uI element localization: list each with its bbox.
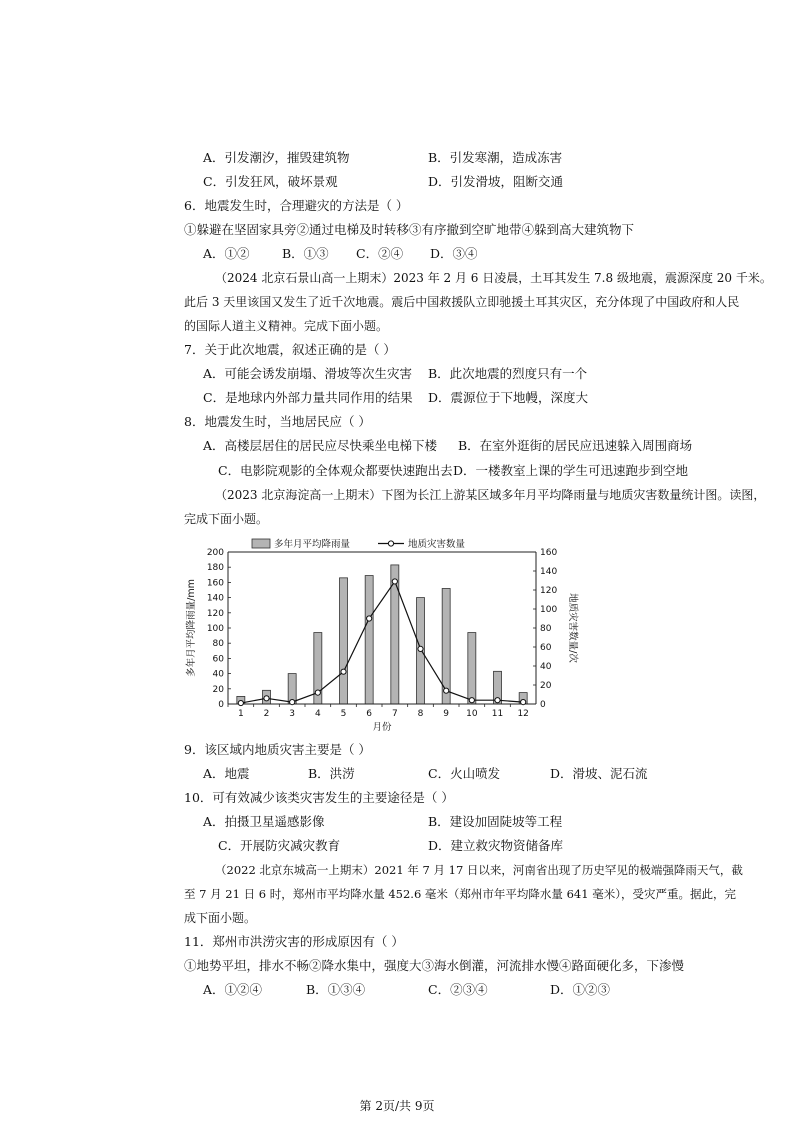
q6-option-b: B．①③ (282, 246, 329, 261)
y-tick-label-right: 100 (540, 605, 558, 615)
disaster-count-point (367, 616, 372, 621)
x-tick-label: 11 (491, 709, 504, 719)
y-tick-label-right: 40 (540, 662, 552, 672)
x-tick-label: 3 (289, 709, 296, 719)
q11-option-d: D．①②③ (550, 982, 611, 997)
q11-stem: 11．郑州市洪涝灾害的形成原因有（ ） (184, 934, 404, 949)
q9-option-b: B．洪涝 (308, 766, 355, 781)
x-tick-label: 4 (314, 709, 321, 719)
passage3-line2: 至 7 月 21 日 6 时，郑州市平均降水量 452.6 毫米（郑州市年平均降水量 641 毫米），受灾严重。据此，完 (184, 887, 736, 901)
y-tick-label-left: 40 (212, 669, 224, 680)
disaster-count-point (444, 688, 449, 693)
y-axis-label-right: 地质灾害数量/次 (567, 593, 578, 663)
chart-bar (340, 578, 348, 704)
y-tick-label-left: 120 (206, 608, 224, 619)
disaster-count-point (238, 700, 243, 705)
q5-option-c: C．引发狂风，破坏景观 (203, 174, 338, 189)
q8-option-a: A．高楼层居住的居民应尽快乘坐电梯下楼 (203, 438, 438, 453)
y-tick-label-left: 180 (206, 563, 224, 574)
q6-option-d: D．③④ (430, 246, 478, 261)
passage1-line1: （2024 北京石景山高一上期末）2023 年 2 月 6 日凌晨，土耳其发生 7.8 级地震，震源深度 20 千米。 (215, 271, 772, 285)
q10-option-c: C．开展防灾减灾教育 (218, 838, 341, 853)
passage1-line3: 的国际人道主义精神。完成下面小题。 (184, 319, 389, 333)
passage3-line1: （2022 北京东城高一上期末）2021 年 7 月 17 日以来，河南省出现了历史罕见的极端强降雨天气，截 (215, 863, 743, 877)
legend-line-label: 地质灾害数量 (408, 539, 466, 550)
disaster-count-point (495, 698, 500, 703)
y-tick-label-left: 140 (206, 593, 224, 604)
q11-option-c: C．②③④ (428, 982, 488, 997)
q10-stem: 10．可有效减少该类灾害发生的主要途径是（ ） (184, 790, 454, 805)
legend-line-marker (388, 541, 393, 546)
disaster-count-line (241, 581, 523, 703)
x-tick-label: 5 (340, 709, 347, 719)
passage1-line2: 此后 3 天里该国又发生了近千次地震。震后中国救援队立即驰援土耳其灾区，充分体现了中国政府和人民 (184, 295, 740, 309)
disaster-count-point (264, 696, 269, 701)
y-tick-label-left: 200 (206, 548, 224, 558)
disaster-count-point (315, 690, 320, 695)
disaster-count-point (521, 700, 526, 705)
x-axis-label: 月份 (372, 722, 392, 733)
q10-option-d: D．建立救灾物资储备库 (428, 838, 564, 853)
x-tick-label: 10 (466, 709, 478, 719)
y-tick-label-right: 160 (540, 548, 558, 558)
q7-option-b: B．此次地震的烈度只有一个 (428, 366, 588, 381)
y-tick-label-left: 160 (206, 578, 224, 589)
q10-option-a: A．拍摄卫星遥感影像 (203, 814, 325, 829)
y-tick-label-left: 100 (206, 624, 224, 634)
y-tick-label-right: 140 (540, 567, 558, 577)
q6-option-c: C．②④ (356, 246, 404, 261)
q11-option-b: B．①③④ (306, 982, 366, 997)
disaster-count-point (290, 700, 295, 705)
disaster-count-point (418, 646, 423, 651)
passage3-line3: 成下面小题。 (184, 911, 257, 925)
q7-stem: 7．关于此次地震，叙述正确的是（ ） (184, 342, 396, 357)
q8-stem: 8．地震发生时，当地居民应（ ） (184, 414, 371, 429)
chart-bar (468, 633, 476, 704)
x-tick-label: 12 (517, 709, 529, 719)
y-tick-label-right: 120 (540, 586, 558, 596)
q8-option-c: C．电影院观影的全体观众都要快速跑出去 (218, 463, 453, 478)
page-footer: 第 2页/共 9页 (359, 1099, 435, 1113)
q9-option-c: C．火山喷发 (428, 766, 501, 781)
q5-option-d: D．引发滑坡，阻断交通 (428, 174, 564, 189)
y-tick-label-right: 60 (540, 643, 552, 653)
passage2-line1: （2023 北京海淀高一上期末）下图为长江上游某区域多年月平均降雨量与地质灾害数量统计图。读图， (215, 488, 766, 502)
disaster-count-point (341, 669, 346, 674)
y-axis-label-left: 多年月平均降雨量/mm (186, 579, 197, 677)
q6-option-a: A．①② (203, 246, 250, 261)
q11-option-a: A．①②④ (203, 982, 263, 997)
y-tick-label-right: 20 (540, 681, 552, 691)
disaster-count-point (392, 579, 397, 584)
q6-items: ①躲避在坚固家具旁②通过电梯及时转移③有序撤到空旷地带④躲到高大建筑物下 (184, 222, 635, 237)
y-tick-label-right: 0 (540, 700, 546, 710)
x-tick-label: 9 (443, 709, 450, 719)
disaster-count-point (469, 698, 474, 703)
rainfall-disaster-chart (180, 532, 600, 742)
legend-bar-swatch (252, 539, 270, 548)
passage2-line2: 完成下面小题。 (184, 512, 269, 526)
x-tick-label: 6 (366, 709, 373, 719)
q7-option-a: A．可能会诱发崩塌、滑坡等次生灾害 (203, 366, 413, 381)
y-tick-label-left: 80 (212, 639, 224, 650)
q7-option-d: D．震源位于下地幔，深度大 (428, 390, 589, 405)
q7-option-c: C．是地球内外部力量共同作用的结果 (203, 390, 413, 405)
x-tick-label: 1 (237, 709, 244, 719)
q5-option-b: B．引发寒潮，造成冻害 (428, 150, 563, 165)
y-tick-label-left: 60 (212, 654, 224, 665)
q6-stem: 6．地震发生时，合理避灾的方法是（ ） (184, 198, 409, 213)
x-tick-label: 2 (263, 709, 270, 719)
q11-items: ①地势平坦，排水不畅②降水集中，强度大③海水倒灌，河流排水慢④路面硬化多，下渗慢 (184, 958, 685, 973)
y-tick-label-left: 0 (218, 700, 224, 710)
x-tick-label: 8 (417, 709, 424, 719)
y-tick-label-left: 20 (212, 684, 224, 695)
q9-option-d: D．滑坡、泥石流 (550, 766, 648, 781)
q9-option-a: A．地震 (203, 766, 250, 781)
x-tick-label: 7 (391, 709, 398, 719)
q10-option-b: B．建设加固陡坡等工程 (428, 814, 563, 829)
chart-bar (365, 576, 373, 704)
q8-option-b: B．在室外逛街的居民应迅速躲入周围商场 (458, 438, 693, 453)
q5-option-a: A．引发潮汐，摧毁建筑物 (203, 150, 350, 165)
y-tick-label-right: 80 (540, 624, 552, 634)
q9-stem: 9．该区域内地质灾害主要是（ ） (184, 742, 371, 757)
q8-option-d: D．一楼教室上课的学生可迅速跑步到空地 (453, 463, 689, 478)
legend-bar-label: 多年月平均降雨量 (274, 539, 351, 550)
